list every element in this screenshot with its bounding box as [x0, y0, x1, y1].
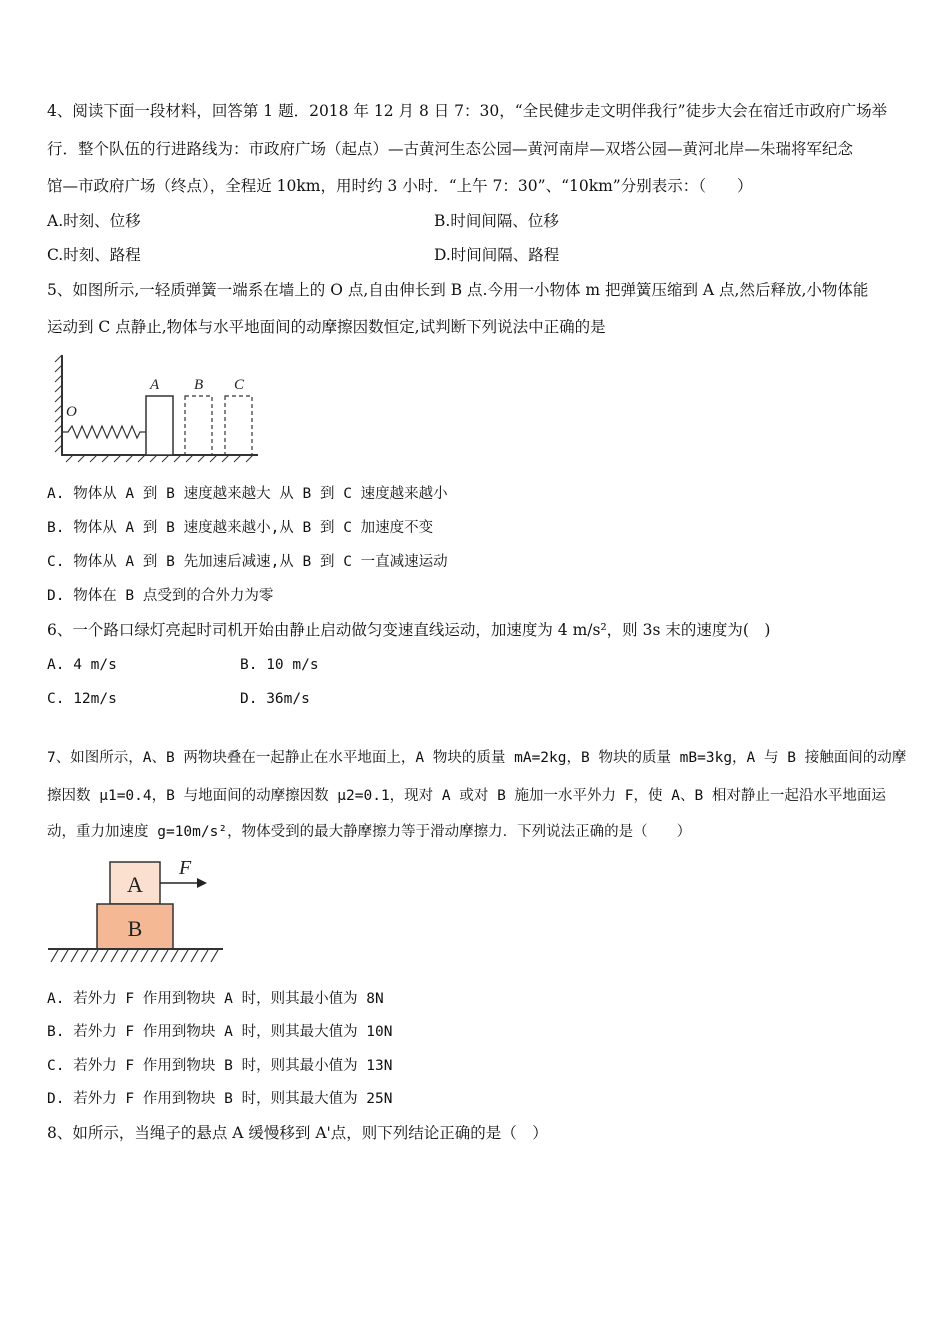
block-a-label: A: [127, 872, 143, 897]
q7-stem-line1: 7、如图所示，A、B 两物块叠在一起静止在水平地面上，A 物块的质量 mA=2kg，B 物块的质量 mB=3kg，A 与 B 接触面间的动摩: [47, 750, 907, 766]
q6-option-d: D. 36m/s: [240, 691, 310, 707]
q6-option-b: B. 10 m/s: [240, 657, 319, 673]
q8-stem: 8、如所示，当绳子的悬点 A 缓慢移到 A'点，则下列结论正确的是（ ）: [47, 1124, 548, 1142]
q7-option-c: C. 若外力 F 作用到物块 B 时，则其最小值为 13N: [47, 1058, 393, 1074]
block-c-dashed: [225, 396, 252, 455]
force-label: F: [179, 857, 192, 879]
q6-stem: 6、一个路口绿灯亮起时司机开始由静止启动做匀变速直线运动，加速度为 4 m/s²，则 3s 末的速度为( ): [47, 621, 771, 639]
spring-figure: [50, 350, 265, 465]
q7-stem-line3: 动，重力加速度 g=10m/s²，物体受到的最大静摩擦力等于滑动摩擦力．下列说法正确的是（ ）: [47, 824, 692, 840]
label-c: C: [234, 377, 245, 393]
q4-option-d: D.时间间隔、路程: [434, 246, 560, 264]
q6-option-a: A. 4 m/s: [47, 657, 117, 673]
block-b-dashed: [185, 396, 212, 455]
blocks-figure: [45, 850, 230, 970]
label-a: A: [150, 377, 160, 393]
q4-stem-line1: 4、阅读下面一段材料，回答第 1 题．2018 年 12 月 8 日 7：30，“全民健步走文明伴我行”徒步大会在宿迁市政府广场举: [47, 102, 888, 120]
q5-option-c: C. 物体从 A 到 B 先加速后减速,从 B 到 C 一直减速运动: [47, 554, 448, 570]
q5-option-a: A. 物体从 A 到 B 速度越来越大 从 B 到 C 速度越来越小: [47, 486, 448, 502]
q7-option-b: B. 若外力 F 作用到物块 A 时，则其最大值为 10N: [47, 1024, 393, 1040]
label-o: O: [66, 404, 77, 420]
block-b-label: B: [127, 916, 143, 941]
q5-option-b: B. 物体从 A 到 B 速度越来越小,从 B 到 C 加速度不变: [47, 520, 434, 536]
q7-option-a: A. 若外力 F 作用到物块 A 时，则其最小值为 8N: [47, 991, 384, 1007]
q7-stem-line2: 擦因数 μ1=0.4，B 与地面间的动摩擦因数 μ2=0.1，现对 A 或对 B 施加一水平外力 F，使 A、B 相对静止一起沿水平地面运: [47, 788, 886, 804]
label-b: B: [194, 377, 204, 393]
q4-option-a: A.时刻、位移: [47, 212, 141, 230]
q5-stem-line2: 运动到 C 点静止,物体与水平地面间的动摩擦因数恒定,试判断下列说法中正确的是: [47, 318, 606, 336]
q5-stem-line1: 5、如图所示,一轻质弹簧一端系在墙上的 O 点,自由伸长到 B 点.今用一小物体 m 把弹簧压缩到 A 点,然后释放,小物体能: [47, 281, 869, 299]
q5-option-d: D. 物体在 B 点受到的合外力为零: [47, 588, 274, 604]
q4-option-c: C.时刻、路程: [47, 246, 141, 264]
q4-option-b: B.时间间隔、位移: [434, 212, 559, 230]
q4-stem-line2: 行．整个队伍的行进路线为：市政府广场（起点）—古黄河生态公园—黄河南岸—双塔公园—黄河北岸—朱瑞将军纪念: [47, 140, 854, 158]
q7-option-d: D. 若外力 F 作用到物块 B 时，则其最大值为 25N: [47, 1091, 393, 1107]
q6-option-c: C. 12m/s: [47, 691, 117, 707]
force-arrowhead: [197, 878, 207, 888]
q4-stem-line3: 馆—市政府广场（终点），全程近 10km，用时约 3 小时．“上午 7：30”、“10km”分别表示：（ ）: [47, 177, 753, 195]
spring: [62, 426, 146, 438]
block-a: [146, 396, 173, 455]
